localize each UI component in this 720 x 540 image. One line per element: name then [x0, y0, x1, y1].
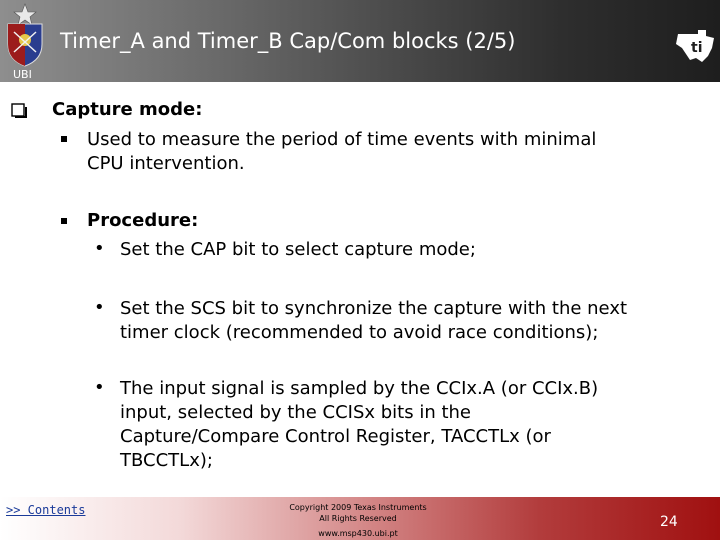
copyright-notice: [258, 502, 458, 524]
dot-bullet-icon: •: [94, 297, 105, 318]
step2-line1: Set the SCS bit to synchronize the capture with the next: [120, 298, 628, 319]
svg-text:ti: ti: [691, 40, 703, 56]
header-bar: [0, 0, 720, 82]
square-bullet-icon: [61, 218, 67, 224]
point1-line2: CPU intervention.: [87, 153, 245, 174]
capture-mode-heading: Capture mode:: [52, 99, 203, 120]
step3-line1: The input signal is sampled by the CCIx.A (or CCIx.B): [120, 378, 599, 399]
step3-line2: input, selected by the CCISx bits in the: [120, 402, 472, 423]
square-bullet-icon: [61, 136, 67, 142]
dot-bullet-icon: •: [94, 238, 105, 259]
copyright-line2: All Rights Reserved: [319, 514, 397, 523]
page-number: 24: [660, 514, 678, 530]
contents-link[interactable]: >> Contents: [6, 503, 86, 517]
step2-line2: timer clock (recommended to avoid race conditions);: [120, 322, 599, 343]
dot-bullet-icon: •: [94, 377, 105, 398]
website-url: www.msp430.ubi.pt: [318, 529, 398, 538]
checkbox-bullet-icon: [11, 103, 27, 119]
step3-line4: TBCCTLx);: [120, 450, 213, 471]
org-label: UBI: [13, 68, 32, 81]
step1-text: Set the CAP bit to select capture mode;: [120, 239, 476, 260]
point1-line1: Used to measure the period of time events with minimal: [87, 129, 597, 150]
copyright-line1: Copyright 2009 Texas Instruments: [289, 503, 427, 512]
step3-line3: Capture/Compare Control Register, TACCTLx (or: [120, 426, 551, 447]
page-title: Timer_A and Timer_B Cap/Com blocks (2/5): [60, 29, 516, 53]
procedure-label: Procedure:: [87, 210, 199, 231]
texas-instruments-logo-icon: [674, 26, 718, 66]
university-crest-icon: [2, 2, 48, 68]
